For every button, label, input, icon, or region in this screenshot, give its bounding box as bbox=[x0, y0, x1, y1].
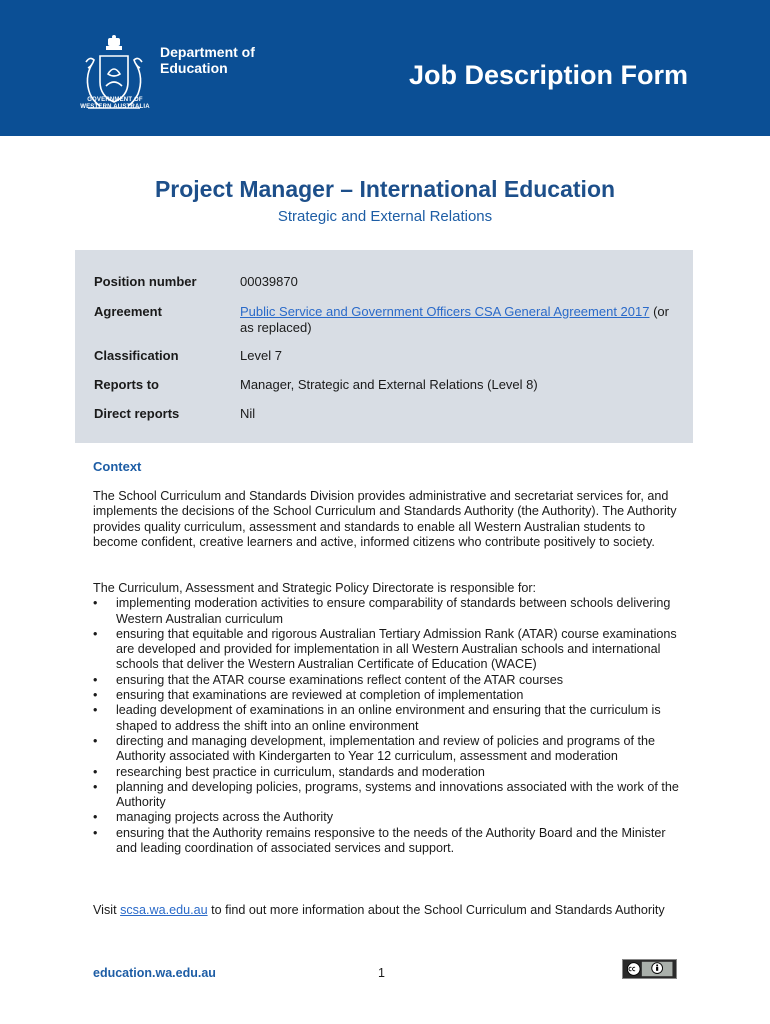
page-header bbox=[0, 0, 770, 136]
bullet: • bbox=[93, 688, 98, 703]
context-heading: Context bbox=[93, 459, 142, 474]
visit-prefix: Visit bbox=[93, 903, 121, 917]
bullet: • bbox=[93, 672, 98, 687]
government-label bbox=[70, 97, 160, 111]
bullet: • bbox=[93, 703, 98, 718]
department-name bbox=[160, 44, 255, 76]
bullet: • bbox=[93, 733, 98, 748]
cc-by-icon[interactable] bbox=[622, 959, 677, 979]
directorate-intro: The Curriculum, Assessment and Strategic Policy Directorate is responsible for: bbox=[93, 581, 537, 595]
context-paragraph-1 bbox=[93, 489, 683, 550]
info-label: Reports to bbox=[94, 377, 159, 392]
visit-suffix: to find out more information about the School Curriculum and Standards Authority bbox=[207, 903, 665, 917]
footer-website-link[interactable]: education.wa.edu.au bbox=[93, 966, 216, 980]
info-value: 00039870 bbox=[240, 274, 298, 289]
department-line-2: Education bbox=[160, 60, 228, 76]
list-item: • planning and developing policies, programs, systems and innovations associated with the work of the Authority bbox=[93, 779, 679, 810]
bullet: • bbox=[93, 825, 98, 840]
info-label: Direct reports bbox=[94, 406, 180, 421]
position-info-box bbox=[75, 250, 693, 443]
info-label: Agreement bbox=[94, 304, 162, 319]
scsa-link[interactable]: scsa.wa.edu.au bbox=[120, 903, 208, 917]
list-item: • ensuring that the Authority remains responsive to the needs of the Authority Board and the Minister and leading coordination of associated services and support. bbox=[93, 825, 666, 856]
list-item: • managing projects across the Authority bbox=[93, 810, 334, 825]
bullet: • bbox=[93, 764, 98, 779]
responsibility-list bbox=[93, 596, 683, 856]
info-value: Level 7 bbox=[240, 348, 282, 363]
info-label: Position number bbox=[94, 274, 197, 289]
list-item: • implementing moderation activities to ensure comparability of standards between schools delivering Western Australian curriculum bbox=[93, 596, 671, 626]
form-title: Job Description Form bbox=[408, 60, 688, 90]
info-label: Classification bbox=[94, 348, 179, 363]
list-item: • leading development of examinations in an online environment and ensuring that the curriculum is shaped to address the shift into an online environment bbox=[93, 703, 661, 733]
department-line-1: Department of bbox=[160, 44, 255, 60]
bullet: • bbox=[93, 779, 98, 794]
directorate-section bbox=[93, 581, 683, 856]
agreement-link[interactable]: Public Service and Government Officers CSA General Agreement 2017 bbox=[240, 304, 650, 319]
list-item: • ensuring that the ATAR course examinations reflect content of the ATAR courses bbox=[93, 672, 564, 687]
job-subtitle: Strategic and External Relations bbox=[277, 208, 493, 225]
info-value bbox=[240, 304, 680, 336]
context-para-text: The School Curriculum and Standards Division provides administrative and secretariat services for, and implements the decisions of the School Curriculum and Standards Authority (the Authority). The Authority provides quality curriculum, assessment and standards to enable all Western Australian students to become confident, creative learners and active, informed citizens who contribute positively to society. bbox=[93, 489, 677, 549]
info-value: Nil bbox=[240, 406, 256, 421]
list-item: • ensuring that examinations are reviewed at completion of implementation bbox=[93, 688, 524, 703]
list-item: • ensuring that equitable and rigorous Australian Tertiary Admission Rank (ATAR) course examinations are developed and provided for implementation in all Western Australian schools and international schools that deliver the Western Australian Certificate of Education (WACE) bbox=[93, 626, 677, 672]
visit-paragraph bbox=[93, 903, 683, 918]
government-line-1: GOVERNMENT OF bbox=[87, 97, 143, 103]
bullet: • bbox=[93, 626, 98, 641]
list-item: • directing and managing development, implementation and review of policies and programs of the Authority associated with Kindergarten to Year 12 curriculum, assessment and moderation bbox=[93, 733, 656, 764]
bullet: • bbox=[93, 810, 98, 825]
agreement-note: (or as replaced) bbox=[240, 304, 669, 335]
page-number: 1 bbox=[378, 966, 385, 980]
bullet: • bbox=[93, 596, 98, 611]
government-line-2: WESTERN AUSTRALIA bbox=[80, 104, 150, 110]
list-item: • researching best practice in curriculum, standards and moderation bbox=[93, 764, 485, 779]
info-value: Manager, Strategic and External Relations (Level 8) bbox=[240, 377, 538, 392]
job-title: Project Manager – International Education bbox=[154, 176, 616, 202]
